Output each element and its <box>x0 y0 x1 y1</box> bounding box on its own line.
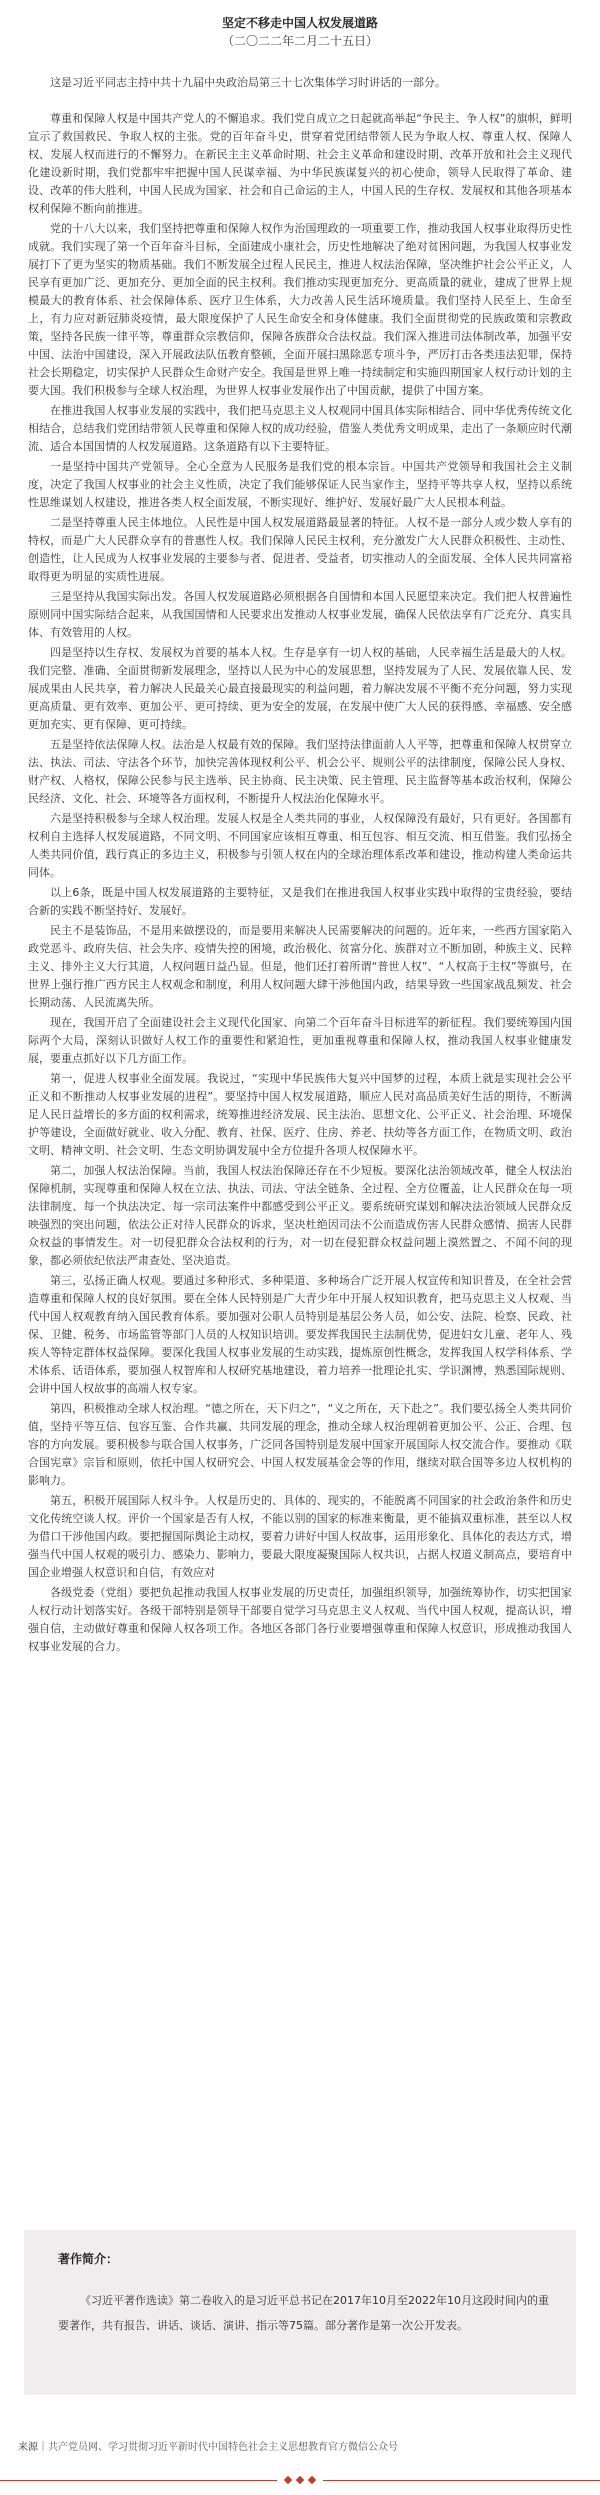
book-intro-title: 著作简介： <box>58 2252 119 2266</box>
diamond-icon <box>296 2476 304 2484</box>
body-paragraph: 第三，弘扬正确人权观。要通过多种形式、多种渠道、多种场合广泛开展人权宣传和知识普及，在全社会营造尊重和保障人权的良好氛围。要在全体人民特别是广大青少年中开展人权知识教育，把马克思主义人权观、当代中国人权观教育纳入国民教育体系。要加强对公职人员特别是基层公务人员，如公安、法院、检察、民政、社保、卫健、税务、市场监管等部门人员的人权知识培训。要发挥我国民主法制优势，促进妇女儿童、老年人、残疾人等特定群体权益保障。要深化我国人权事业发展的生动实践，提炼原创性概念，发挥我国人权学科体系、学术体系、话语体系，要加强人权智库和人权研究基地建设，着力培养一批理论扎实、学识渊博，熟悉国际规则、会讲中国人权故事的高端人权专家。 <box>28 1274 572 1395</box>
article-body <box>0 92 600 1656</box>
body-paragraph: 在推进我国人权事业发展的实践中，我们把马克思主义人权观同中国具体实际相结合、同中华优秀传统文化相结合，总结我们党团结带领人民尊重和保障人权的成功经验，借鉴人类优秀文明成果，走出了一条顺应时代潮流、适合本国国情的人权发展道路。这条道路有以下主要特征。 <box>28 404 572 453</box>
body-paragraph: 二是坚持尊重人民主体地位。人民性是中国人权发展道路最显著的特征。人权不是一部分人或少数人享有的特权，而是广大人民群众享有的普惠性人权。我们保障人民民主权利，充分激发广大人民群众积极性、主动性、创造性，让人民成为人权事业发展的主要参与者、促进者、受益者，切实推动人的全面发展、全体人民共同富裕取得更为明显的实质性进展。 <box>28 516 572 583</box>
body-paragraph: 现在，我国开启了全面建设社会主义现代化国家、向第二个百年奋斗目标进军的新征程。我们要统筹国内国际两个大局，深刻认识做好人权工作的重要性和紧迫性，更加重视尊重和保障人权，推动我国人权事业健康发展，要重点抓好以下几方面工作。 <box>28 1016 572 1065</box>
source-line <box>18 2438 582 2453</box>
source-text: 共产党员网、学习贯彻习近平新时代中国特色社会主义思想教育官方微信公众号 <box>48 2442 398 2453</box>
body-paragraph: 尊重和保障人权是中国共产党人的不懈追求。我们党自成立之日起就高举起“争民主、争人权”的旗帜，鲜明宣示了救国救民、争取人权的主张。党的百年奋斗史，贯穿着党团结带领人民为争取人权、尊重人权、保障人权、发展人权而进行的不懈努力。在新民主主义革命时期、社会主义革命和建设时期、改革开放和社会主义现代化建设新时期，我们党都牢牢把握中国人民谋幸福、为中华民族谋复兴的初心使命，领导人民取得了革命、建设、改革的伟大胜利，中国人民成为国家、社会和自己命运的主人，中国人民的生存权、发展权和其他各项基本权利保障不断向前推进。 <box>28 112 572 215</box>
body-paragraph: 五是坚持依法保障人权。法治是人权最有效的保障。我们坚持法律面前人人平等，把尊重和保障人权贯穿立法、执法、司法、守法各个环节，加快完善体现权利公平、机会公平、规则公平的法律制度，保障公民人身权、财产权、人格权，保障公民参与民主选举、民主协商、民主决策、民主管理、民主监督等基本政治权利，保障公民经济、文化、社会、环境等各方面权利，不断提升人权法治化保障水平。 <box>28 738 572 805</box>
source-label: 来源｜ <box>18 2442 48 2453</box>
divider-ornament <box>277 2477 323 2483</box>
body-paragraph: 各级党委（党组）要把负起推动我国人权事业发展的历史责任，加强组织领导，加强统筹协作，切实把国家人权行动计划落实好。各级干部特别是领导干部要自觉学习马克思主义人权观、当代中国人权观，提高认识，增强自信，主动做好尊重和保障人权各项工作。各地区各部门各行业要增强尊重和保障人权意识，形成推动我国人权事业发展的合力。 <box>28 1586 572 1653</box>
body-paragraph: 第五，积极开展国际人权斗争。人权是历史的、具体的、现实的，不能脱离不同国家的社会政治条件和历史文化传统空谈人权。评价一个国家是否有人权，不能以别的国家的标准来衡量，更不能搞双重标准，甚至以人权为借口干涉他国内政。要把握国际舆论主动权，要着力讲好中国人权故事，运用形象化、具体化的表达方式，增强当代中国人权观的吸引力、感染力、影响力，要最大限度凝聚国际人权共识，占据人权道义制高点，要培育中国企业增强人权意识和自信，有效应对 <box>28 1494 572 1579</box>
body-paragraph: 四是坚持以生存权、发展权为首要的基本人权。生存是享有一切人权的基础，人民幸福生活是最大的人权。我们完整、准确、全面贯彻新发展理念，坚持以人民为中心的发展思想，坚持发展为了人民、发展依靠人民、发展成果由人民共享，着力解决人民最关心最直接最现实的利益问题，着力解决发展不平衡不充分问题，努力实现更高质量、更有效率、更加公平、更可持续、更为安全的发展，在发展中使广大人民的获得感、幸福感、安全感更加充实、更有保障、更可持续。 <box>28 646 572 731</box>
divider-line-left <box>0 2480 277 2481</box>
book-intro-box <box>24 2230 576 2395</box>
body-paragraph: 第一，促进人权事业全面发展。我说过，“实现中华民族伟大复兴中国梦的过程，本质上就是实现社会公平正义和不断推动人权事业发展的进程”。要坚持中国人权发展道路，顺应人民对高品质美好生活的期待，不断满足人民日益增长的多方面的权利需求，统筹推进经济发展、民主法治、思想文化、公平正义、社会治理、环境保护等建设，全面做好就业、收入分配、教育、社保、医疗、住房、养老、扶幼等各方面工作，在物质文明、政治文明、精神文明、社会文明、生态文明协调发展中全方位提升各项人权保障水平。 <box>28 1072 572 1157</box>
book-intro-text: 《习近平著作选读》第二卷收入的是习近平总书记在2017年10月至2022年10月这段时间内的重要著作，共有报告、讲话、谈话、演讲、指示等75篇。部分著作是第一次公开发表。 <box>58 2294 549 2332</box>
intro-note: 这是习近平同志主持中共十九届中央政治局第三十七次集体学习时讲话的一部分。 <box>50 76 446 89</box>
body-paragraph: 一是坚持中国共产党领导。全心全意为人民服务是我们党的根本宗旨。中国共产党领导和我国社会主义制度，决定了我国人权事业的社会主义性质，决定了我们能够保证人民当家作主，坚持平等共享人权，坚持以系统性思维谋划人权建设，推进各类人权全面发展，不断实现好、维护好、发展好最广大人民根本利益。 <box>28 460 572 509</box>
body-paragraph: 以上6条，既是中国人权发展道路的主要特征，又是我们在推进我国人权事业实践中取得的宝贵经验，要结合新的实践不断坚持好、发展好。 <box>28 886 572 917</box>
body-paragraph: 三是坚持从我国实际出发。各国人权发展道路必须根据各自国情和本国人民愿望来决定。我们把人权普遍性原则同中国实际结合起来，从我国国情和人民要求出发推动人权事业发展，确保人民依法享有广泛充分、真实具体、有效管用的人权。 <box>28 590 572 639</box>
diamond-icon <box>308 2476 316 2484</box>
body-paragraph: 第二，加强人权法治保障。当前，我国人权法治保障还存在不少短板。要深化法治领域改革，健全人权法治保障机制，实现尊重和保障人权在立法、执法、司法、守法全链条、全过程、全方位覆盖，让人民群众在每一项法律制度、每一个执法决定、每一宗司法案件中都感受到公平正义。要系统研究谋划和解决法治领域人民群众反映强烈的突出问题，依法公正对待人民群众的诉求，坚决杜绝因司法不公而造成伤害人民群众感情、损害人民群众权益的事情发生。对一切侵犯群众合法权利的行为，对一切在侵犯群众权益问题上漠然置之、不闻不问的现象，都必须依纪依法严肃查处、坚决追责。 <box>28 1164 572 1267</box>
diamond-icon <box>284 2476 292 2484</box>
article-header <box>0 0 600 50</box>
body-paragraph: 第四，积极推动全球人权治理。“德之所在，天下归之”，“义之所在，天下赴之”。我们要弘扬全人类共同价值，坚持平等互信、包容互鉴、合作共赢、共同发展的理念，推动全球人权治理朝着更加公平、公正、合理、包容的方向发展。要积极参与联合国人权事务，广泛同各国特别是发展中国家开展国际人权交流合作。要推动《联合国宪章》宗旨和原则，依托中国人权研究会、中国人权发展基金会等的作用，继续对联合国等多边人权机构的影响力。 <box>28 1402 572 1487</box>
footer-divider <box>0 2474 600 2486</box>
body-paragraph: 民主不是装饰品，不是用来做摆设的，而是要用来解决人民需要解决的问题的。近年来，一些西方国家陷入政党恶斗、政府失信、社会失序、疫情失控的困境，政治极化、贫富分化、族群对立不断加剧，种族主义、民粹主义、排外主义大行其道，人权问题日益凸显。但是，他们还打着所谓“普世人权”、“人权高于主权”等旗号，在世界上强行推广西方民主人权观念和制度，利用人权问题大肆干涉他国内政，结果导致一些国家战乱频发、社会长期动荡、人民流离失所。 <box>28 924 572 1009</box>
body-paragraph: 党的十八大以来，我们坚持把尊重和保障人权作为治国理政的一项重要工作，推动我国人权事业取得历史性成就。我们实现了第一个百年奋斗目标，全面建成小康社会，历史性地解决了绝对贫困问题，为我国人权事业发展打下了更为坚实的物质基础。我们不断发展全过程人民民主，推进人权法治保障，坚决维护社会公平正义，人民享有更加广泛、更加充分、更加全面的民主权利。我们推动实现更加充分、更高质量的就业，建成了世界上规模最大的教育体系、社会保障体系、医疗卫生体系，大力改善人民生活环境质量。我们坚持人民至上、生命至上，有力应对新冠肺炎疫情，最大限度保护了人民生命安全和身体健康。我们全面贯彻党的民族政策和宗教政策，坚持各民族一律平等，尊重群众宗教信仰，保障各族群众合法权益。我们深入推进司法体制改革，加强平安中国、法治中国建设，深入开展政法队伍教育整顿，全面开展扫黑除恶专项斗争，严厉打击各类违法犯罪，保持社会长期稳定，切实保护人民群众生命财产安全。我国是世界上唯一持续制定和实施四期国家人权行动计划的主要大国。我们积极参与全球人权治理，为世界人权事业发展作出了中国贡献，提供了中国方案。 <box>28 222 572 397</box>
body-paragraph: 六是坚持积极参与全球人权治理。发展人权是全人类共同的事业，人权保障没有最好，只有更好。各国都有权利自主选择人权发展道路，不同文明、不同国家应该相互尊重、相互包容、相互交流、相互借鉴。我们弘扬全人类共同价值，践行真正的多边主义，积极参与引领人权在内的全球治理体系改革和建设，推动构建人类命运共同体。 <box>28 812 572 879</box>
article-title: 坚定不移走中国人权发展道路 <box>221 16 378 30</box>
divider-line-right <box>323 2480 600 2481</box>
article-date: （二〇二二年二月二十五日） <box>221 34 378 48</box>
